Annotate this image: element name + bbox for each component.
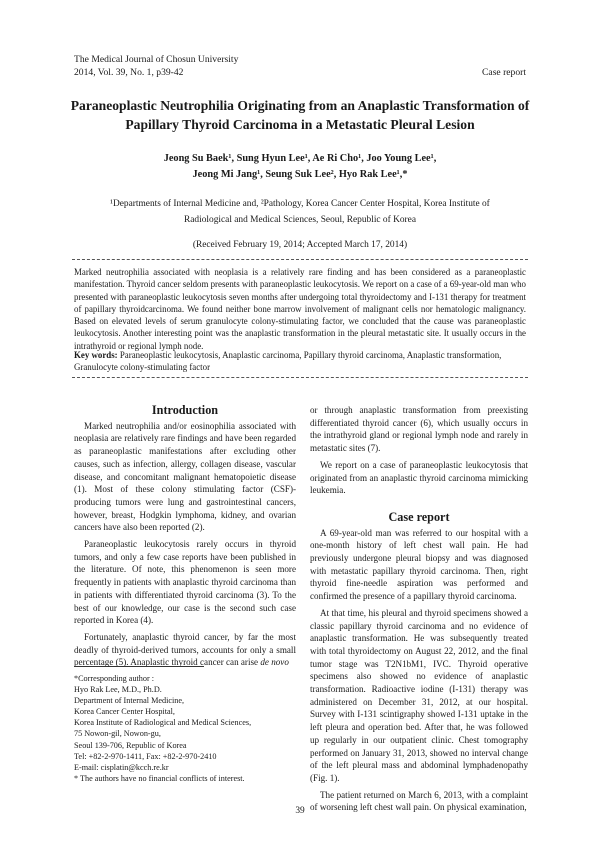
keywords-text: Paraneoplastic leukocytosis, Anaplastic carcinoma, Papillary thyroid carcinoma, Anaplastic transformation, Granulocyte colony-stimulating factor	[74, 350, 502, 373]
footnote-line: * The authors have no financial conflicts of interest.	[74, 773, 245, 783]
article-title: Paraneoplastic Neutrophilia Originating from an Anaplastic Transformation of Papillary Thyroid Carcinoma in a Metastatic Pleural Lesion	[70, 98, 530, 132]
case-paragraph-3: The patient returned on March 6, 2013, with a complaint of worsening left chest wall pain. On physical examination,	[310, 789, 528, 813]
footnote-line: Tel: +82-2-970-1411, Fax: +82-2-970-2410	[74, 751, 217, 761]
intro-paragraph-3-italic: de novo	[260, 657, 289, 668]
keywords	[74, 349, 526, 374]
footnote-line: E-mail: cisplatin@kcch.re.kr	[74, 762, 169, 772]
journal-citation	[74, 54, 238, 79]
footnote-line: Department of Internal Medicine,	[74, 696, 185, 706]
intro-paragraph-2: Paraneoplastic leukocytosis rarely occurs in thyroid tumors, and only a few case reports have been published in the literature. Of note, this phenomenon is seen more frequently in patients with anaplastic thyroid carcinoma than in patients with differentiated thyroid carcinoma (3). To the best of our knowledge, our case is the second such case reported in Korea (4).	[74, 539, 296, 626]
case-paragraph-1: A 69-year-old man was referred to our hospital with a one-month history of left chest wall pain. He had previously undergone pleural biopsy and was diagnosed with metastatic papillary thyroid carcinoma. Then, right thyroid fine-needle aspiration was performed and confirmed the presence of a papillary thyroid carcinoma.	[310, 527, 528, 602]
abstract-top-rule	[72, 259, 528, 260]
received-dates: (Received February 19, 2014; Accepted March 17, 2014)	[192, 240, 408, 250]
page-number: 39	[295, 806, 305, 816]
right-column	[310, 404, 528, 818]
keywords-label: Key words:	[74, 350, 118, 360]
intro-paragraph-4: We report on a case of paraneoplastic leukocytosis that originated from an anaplastic thyroid carcinoma mimicking leukemia.	[310, 459, 528, 496]
abstract-bottom-rule	[72, 377, 528, 378]
introduction-heading: Introduction	[151, 403, 219, 417]
journal-name: The Medical Journal of Chosun University	[74, 54, 239, 65]
footnote-line: Hyo Rak Lee, M.D., Ph.D.	[74, 685, 162, 695]
intro-paragraph-3-continued: or through anaplastic transformation from preexisting differentiated thyroid cancer (6), which usually occurs in the intrathyroid gland or regional lymph node and rarely in metastatic sites (7).	[310, 405, 528, 454]
intro-paragraph-3	[74, 631, 296, 669]
affiliation-line-2: Radiological and Medical Sciences, Seoul, Republic of Korea	[184, 215, 416, 225]
footnote-line: Seoul 139-706, Republic of Korea	[74, 740, 187, 750]
footnote-line: 75 Nowon-gil, Nowon-gu,	[74, 729, 161, 739]
left-column	[74, 404, 296, 673]
footnote-line: Korea Cancer Center Hospital,	[74, 707, 175, 717]
affiliations	[80, 196, 520, 228]
abstract: Marked neutrophilia associated with neoplasia is a relatively rare finding and has been considered as a paraneoplastic manifestation. Thyroid cancer seldom presents with paraneoplastic leukocytosis. We report on a case of a 69-year-old man who presented with paraneoplastic leukocytosis seven months after undergoing total thyroidectomy and I-131 therapy for treatment of papillary thyroidcarcinoma. We found neither bone marrow involvement of malignant cells nor hematologic malignancy. Based on elevated levels of serum granulocyte colony-stimulating factor, we concluded that the cause was paraneoplastic leukocytosis. Another interesting point was the anaplastic transformation in the pleural metastatic site. It usually occurs in the intrathyroid or regional lymph node.	[74, 267, 526, 351]
footnote-line: Korea Institute of Radiological and Medical Sciences,	[74, 718, 252, 728]
correspondence-footnote	[74, 673, 296, 784]
case-report-heading: Case report	[388, 509, 450, 524]
journal-volume: 2014, Vol. 39, No. 1, p39-42	[74, 66, 184, 78]
authors-line-1: Jeong Su Baek¹, Sung Hyun Lee¹, Ae Ri Cho¹, Joo Young Lee¹,	[163, 153, 437, 164]
case-paragraph-2: At that time, his pleural and thyroid specimens showed a classic papillary thyroid carcinoma and no evidence of anaplastic transformation. He was subsequently treated with total thyroidectomy on August 22, 2012, and the final tumor stage was T2N1bM1, IVC. Thyroid operative specimens also showed no evidence of anaplastic transformation. Radioactive iodine (I-131) therapy was administered on December 31, 2012, at our hospital. Survey with I-131 scintigraphy showed I-131 uptake in the left pleura and operation bed. After that, he was followed up regularly in our outpatient clinic. Chest tomography performed on January 31, 2013, showed no interval change of the left pleural mass and abdominal lymphadenopathy (Fig. 1).	[310, 607, 528, 783]
author-list	[70, 151, 530, 183]
intro-paragraph-3-text: Fortunately, anaplastic thyroid cancer, by far the most deadly of thyroid-derived tumors, accounts for only a small percentage (5). Anaplastic thyroid cancer can arise	[74, 631, 296, 668]
article-type: Case report	[482, 67, 526, 78]
intro-paragraph-1: Marked neutrophilia and/or eosinophilia associated with neoplasia are relatively rare findings and have been regarded as paraneoplastic manifestations after excluding other causes, such as infection, allergy, collagen disease, vascular disease, and concomitant malignant hematopoietic disease (1). Most of these colony stimulating factor (CSF)-producing tumors were lung and gastrointestinal cancers, however, breast, Hodgkin lymphoma, kidney, and ovarian cancers have also been reported (2).	[74, 420, 296, 533]
corresponding-author-label: *Corresponding author :	[74, 674, 155, 683]
affiliation-line-1: ¹Departments of Internal Medicine and, ²Pathology, Korea Cancer Center Hospital, Korea Institute of	[110, 199, 490, 209]
footnote-rule	[74, 666, 204, 667]
authors-line-2: Jeong Mi Jang¹, Seung Suk Lee², Hyo Rak Lee¹,*	[192, 169, 408, 180]
